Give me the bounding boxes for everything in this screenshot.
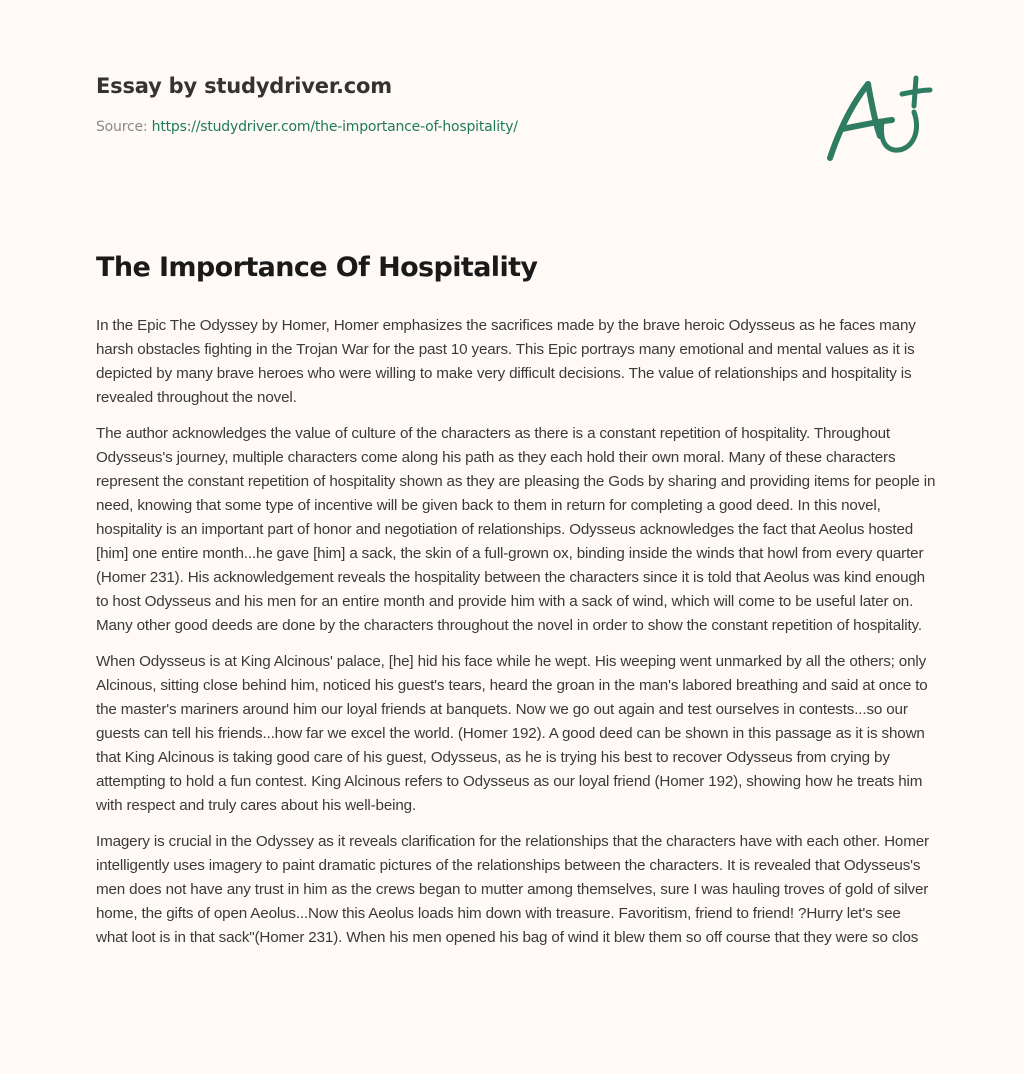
essay-body bbox=[96, 314, 936, 962]
essay-paragraph: In the Epic The Odyssey by Homer, Homer emphasizes the sacrifices made by the brave heroic Odysseus as he faces many harsh obstacles fighting in the Trojan War for the past 10 years. This Epic portrays many emotional and mental values as it is depicted by many brave heroes who were willing to make very difficult decisions. The value of relationships and hospitality is revealed throughout the novel. bbox=[96, 317, 916, 406]
brand-title: Essay by studydriver.com bbox=[96, 74, 392, 98]
essay-header bbox=[96, 74, 696, 135]
essay-title: The Importance Of Hospitality bbox=[96, 252, 538, 283]
essay-paragraph: When Odysseus is at King Alcinous' palace, [he] hid his face while he wept. His weeping went unmarked by all the others; only Alcinous, sitting close behind him, noticed his guest's tears, heard the groan in the man's labored breathing and said at once to the master's mariners around him our loyal friends at banquets. Now we go out again and test ourselves in contests...so our guests can tell his friends...how far we excel the world. (Homer 192). A good deed can be shown in this passage as it is shown that King Alcinous is taking good care of his guest, Odysseus, as he is trying his best to recover Odysseus from crying by attempting to hold a fun contest. King Alcinous refers to Odysseus as our loyal friend (Homer 192), showing how he treats him with respect and truly cares about his well-being. bbox=[96, 653, 928, 814]
essay-paragraph: Imagery is crucial in the Odyssey as it reveals clarification for the relationships that the characters have with each other. Homer intelligently uses imagery to paint dramatic pictures of the relationships between the characters. It is revealed that Odysseus's men does not have any trust in him as the crews began to mutter among themselves, sure I was hauling troves of gold of silver home, the gifts of open Aeolus...Now this Aeolus loads him down with treasure. Favoritism, friend to friend! ?Hurry let's see what loot is in that sack"(Homer 231). When his men opened his bag of wind it blew them so off course that they were so clos bbox=[96, 833, 929, 946]
essay-paragraph: The author acknowledges the value of culture of the characters as there is a constant repetition of hospitality. Throughout Odysseus's journey, multiple characters come along his path as they each hold their own moral. Many of these characters represent the constant repetition of hospitality shown as they are pleasing the Gods by sharing and providing items for people in need, knowing that some type of incentive will be given back to them in return for completing a good deed. In this novel, hospitality is an important part of honor and negotiation of relationships. Odysseus acknowledges the fact that Aeolus hosted [him] one entire month...he gave [him] a sack, the skin of a full-grown ox, binding inside the winds that howl from every quarter (Homer 231). His acknowledgement reveals the hospitality between the characters since it is told that Aeolus was kind enough to host Odysseus and his men for an entire month and provide him with a sack of wind, which will come to be useful later on. Many other good deeds are done by the characters throughout the novel in order to show the constant repetition of hospitality. bbox=[96, 425, 936, 634]
source-line bbox=[96, 119, 696, 135]
source-label: Source: bbox=[96, 119, 148, 135]
source-link[interactable]: https://studydriver.com/the-importance-of-hospitality/ bbox=[151, 119, 518, 135]
a-plus-grade-icon bbox=[818, 66, 934, 166]
